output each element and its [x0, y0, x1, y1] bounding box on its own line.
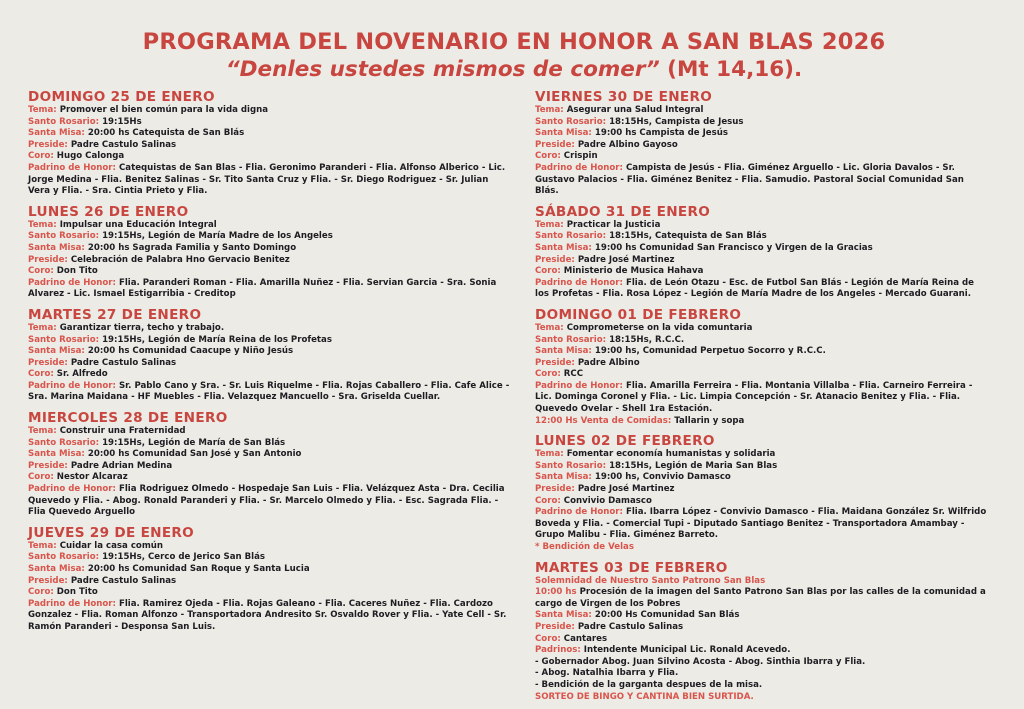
coro-value: Hugo Calonga: [56, 151, 125, 162]
padrino-value: Flia. Paranderi Roman - Flia. Amarilla Nuñez - Flia. Servian Garcia - Sra. Sonia Alvarez - Lic. Ismael Estigarribia - Creditop: [28, 277, 497, 300]
day-heading: LUNES 02 DE FEBRERO: [535, 433, 715, 450]
rosario-line: [28, 117, 513, 129]
tema-line: [535, 105, 990, 117]
tema-line: [535, 323, 990, 335]
rosario-value: 18:15Hs, Campista de Jesus: [609, 116, 744, 127]
page-subtitle: [28, 56, 1000, 83]
procesion-value: Procesión de la imagen del Santo Patrono San Blas por las calles de la comunidad a cargo de Virgen de los Pobres: [535, 587, 986, 609]
coro-value: RCC: [563, 369, 584, 380]
tema-line: [28, 105, 513, 117]
coro-label: Coro:: [28, 369, 57, 380]
preside-label: Preside:: [535, 484, 578, 495]
coro-label: Coro:: [28, 587, 57, 598]
coro-value: Nestor Alcaraz: [56, 472, 128, 483]
procesion-line: [535, 587, 990, 610]
coro-line: [28, 587, 513, 599]
coro-label: Coro:: [535, 369, 564, 380]
coro-line: [535, 151, 990, 163]
venta-label: 12:00 Hs Venta de Comidas:: [535, 415, 675, 426]
coro-value: Don Tito: [56, 587, 98, 598]
padrino-label: Padrino de Honor:: [28, 484, 119, 495]
coro-value: Ministerio de Musica Hahava: [563, 266, 704, 277]
padrino-value: Flia Rodriguez Olmedo - Hospedaje San Luis - Flia. Velázquez Asta - Dra. Cecilia Quevedo y Flia. - Abog. Ronald Paranderi y Flia. - Sr. Marcelo Olmedo y Flia. - Esc. Sagrada Flia. - Flia Quevedo Arguello: [28, 484, 505, 518]
misa-label: Santa Misa:: [535, 346, 595, 357]
coro-label: Coro:: [28, 266, 57, 277]
misa-label: Santa Misa:: [535, 242, 595, 253]
misa-value: 20:00 hs Comunidad Caacupe y Niño Jesús: [87, 346, 294, 357]
misa-line: [535, 472, 990, 484]
preside-line: [535, 255, 990, 267]
padrino-value: Flia. de León Otazu - Esc. de Futbol San Blás - Legión de María Reina de los Profetas - Flia. Rosa López - Legión de María Madre de los Angeles - Mercado Guarani.: [535, 277, 974, 300]
preside-value: Padre Castulo Salinas: [70, 575, 177, 586]
misa-label: Santa Misa:: [535, 472, 595, 483]
preside-value: Celebración de Palabra Hno Gervacio Benitez: [70, 254, 290, 265]
preside-label: Preside:: [28, 575, 71, 586]
preside-line: [28, 358, 513, 370]
padrino-value: Flia. Ibarra López - Convivio Damasco - Flia. Maidana González Sr. Wilfrido Boveda y Flia. - Comercial Tupi - Diputado Santiago Benitez - Transportadora Amambay - Grupo Malibu - Flia. Giménez Barreto.: [535, 507, 987, 541]
padrino-line: [28, 381, 513, 404]
preside-value: Padre José Martinez: [577, 254, 675, 265]
tema-value: Garantizar tierra, techo y trabajo.: [59, 322, 225, 333]
program-columns: [28, 89, 1000, 709]
tema-value: Promover el bien común para la vida digna: [59, 105, 269, 115]
preside-label: Preside:: [28, 254, 71, 265]
tema-line: [535, 220, 990, 232]
rosario-value: 18:15Hs, Legión de Maria San Blas: [609, 460, 778, 471]
misa-line: [28, 449, 513, 461]
rosario-value: 19:15Hs, Cerco de Jerico San Blás: [102, 552, 266, 563]
preside-label: Preside:: [535, 254, 578, 265]
tema-value: Asegurar una Salud Integral: [566, 105, 704, 115]
padrino-line: [535, 381, 990, 416]
tema-line: [535, 449, 990, 461]
misa-value: 20:00 Hs Comunidad San Blás: [594, 610, 740, 621]
tema-line: [28, 426, 513, 438]
padrino-label: Padrino de Honor:: [28, 162, 119, 173]
day-heading: MARTES 03 DE FEBRERO: [535, 559, 728, 576]
left-column: [28, 89, 513, 709]
venta-value: Tallarin y sopa: [674, 415, 745, 426]
rosario-line: [535, 335, 990, 347]
day-block-02-febrero: [535, 433, 990, 553]
coro-value: Don Tito: [56, 266, 98, 277]
misa-value: 19:00 hs, Comunidad Perpetuo Socorro y R.C.C.: [594, 346, 826, 357]
padrino-label: Padrino de Honor:: [28, 598, 119, 609]
coro-line: [28, 369, 513, 381]
tema-line: [28, 323, 513, 335]
subtitle-reference: (Mt 14,16).: [659, 57, 803, 82]
subtitle-quote: “Denles ustedes mismos de comer”: [225, 57, 660, 82]
right-column: [535, 89, 990, 709]
padrino-label: Padrino de Honor:: [28, 380, 119, 391]
tema-label: Tema:: [28, 105, 60, 115]
preside-value: Padre Albino Gayoso: [577, 139, 678, 150]
coro-line: [535, 369, 990, 381]
misa-value: 20:00 hs Comunidad San Roque y Santa Lucia: [87, 564, 310, 574]
coro-line: [28, 266, 513, 278]
rosario-label: Santo Rosario:: [535, 334, 610, 345]
tema-label: Tema:: [28, 322, 60, 333]
padrino-value: Catequistas de San Blas - Flia. Geronimo Paranderi - Flia. Alfonso Alberico - Lic. Jorge Medina - Flia. Benitez Salinas - Sr. Tito Santa Cruz y Flia. - Sr. Diego Rodriguez - Sr. Julian Vera y Flia. - Sra. Cintia Prieto y Flia.: [28, 162, 506, 197]
tema-label: Tema:: [28, 426, 60, 437]
misa-label: Santa Misa:: [28, 128, 88, 139]
padrino-label: Padrino de Honor:: [535, 380, 626, 391]
tema-label: Tema:: [535, 449, 567, 460]
rosario-label: Santo Rosario:: [28, 334, 103, 345]
tema-label: Tema:: [28, 219, 60, 230]
preside-value: Padre Albino: [577, 357, 640, 368]
day-block-01-febrero: [535, 307, 990, 427]
tema-line: [28, 541, 513, 553]
preside-value: Padre José Martinez: [577, 484, 675, 495]
tema-line: [28, 220, 513, 232]
misa-label: Santa Misa:: [28, 449, 88, 460]
misa-value: 19:00 hs Campista de Jesús: [594, 128, 728, 139]
page-title: PROGRAMA DEL NOVENARIO EN HONOR A SAN BLAS 2026: [142, 29, 886, 55]
misa-value: 20:00 hs Comunidad San José y San Antonio: [87, 449, 302, 460]
padrinos-line: [535, 645, 990, 657]
misa-line: [535, 610, 990, 622]
rosario-label: Santo Rosario:: [28, 231, 103, 242]
preside-line: [535, 358, 990, 370]
padrino-line: [28, 278, 513, 301]
rosario-line: [535, 461, 990, 473]
preside-line: [535, 622, 990, 634]
coro-line: [535, 634, 990, 646]
day-heading: LUNES 26 DE ENERO: [28, 203, 189, 220]
misa-line: [535, 128, 990, 140]
day-heading: MIERCOLES 28 DE ENERO: [28, 410, 228, 427]
preside-label: Preside:: [535, 139, 578, 150]
day-heading: DOMINGO 01 DE FEBRERO: [535, 306, 742, 323]
rosario-label: Santo Rosario:: [535, 460, 610, 471]
rosario-line: [28, 438, 513, 450]
preside-line: [28, 140, 513, 152]
day-block-29-enero: [28, 525, 513, 634]
tema-value: Fomentar economía humanistas y solidaria: [566, 449, 776, 460]
preside-value: Padre Castulo Salinas: [70, 139, 177, 150]
rosario-value: 18:15Hs, Catequista de San Blás: [609, 231, 767, 242]
rosario-value: 18:15Hs, R.C.C.: [609, 334, 685, 345]
coro-value: Crispin: [563, 151, 598, 162]
padrino-value: Campista de Jesús - Flia. Giménez Arguello - Lic. Gloria Davalos - Sr. Gustavo Palacios - Flia. Giménez Benitez - Flia. Samudio. Pastoral Social Comunidad San Blás.: [535, 162, 964, 197]
rosario-value: 19:15Hs, Legión de María Madre de los Angeles: [102, 231, 333, 242]
tema-value: Construir una Fraternidad: [59, 426, 186, 437]
solemnidad-line: Solemnidad de Nuestro Santo Patrono San Blas: [535, 575, 766, 586]
rosario-label: Santo Rosario:: [28, 437, 103, 448]
tema-value: Comprometerse on la vida comuntaria: [566, 322, 753, 333]
padrino-line: [535, 278, 990, 301]
misa-label: Santa Misa:: [28, 346, 88, 357]
preside-line: [28, 255, 513, 267]
padrino-line: [28, 484, 513, 519]
venta-line: [535, 416, 990, 428]
padrino-label: Padrino de Honor:: [28, 277, 119, 288]
day-block-27-enero: [28, 307, 513, 404]
rosario-label: Santo Rosario:: [535, 231, 610, 242]
padrinos-line-4: - Bendición de la garganta despues de la misa.: [535, 679, 763, 690]
misa-label: Santa Misa:: [535, 128, 595, 139]
coro-line: [535, 266, 990, 278]
rosario-line: [535, 231, 990, 243]
coro-label: Coro:: [28, 472, 57, 483]
misa-label: Santa Misa:: [28, 564, 88, 574]
preside-line: [28, 576, 513, 588]
coro-value: Cantares: [563, 633, 608, 644]
tema-label: Tema:: [28, 540, 60, 551]
misa-label: Santa Misa:: [535, 610, 595, 621]
padrinos-value: Intendente Municipal Lic. Ronald Acevedo.: [583, 645, 791, 656]
preside-value: Padre Castulo Salinas: [70, 357, 177, 368]
day-block-26-enero: [28, 204, 513, 301]
padrino-value: Sr. Pablo Cano y Sra. - Sr. Luis Riquelme - Flia. Rojas Caballero - Flia. Cafe Alice - Sra. Marina Maidana - HF Muebles - Flia. Velazquez Mancuello - Sra. Griselda Cuellar.: [28, 380, 510, 403]
coro-line: [28, 472, 513, 484]
rosario-line: [28, 231, 513, 243]
padrino-label: Padrino de Honor:: [535, 277, 626, 288]
rosario-value: 19:15Hs: [102, 116, 142, 127]
rosario-value: 19:15Hs, Legión de María de San Blás: [102, 437, 286, 448]
padrino-value: Flia. Amarilla Ferreira - Flia. Montania Villalba - Flia. Carneiro Ferreira - Lic. Dominga Coronel y Flia. - Lic. Limpia Concepción - Sr. Atanacio Benitez y Flia. - Flia. Quevedo Ovelar - Shell 1ra Estación.: [535, 380, 973, 415]
misa-line: [28, 346, 513, 358]
preside-label: Preside:: [535, 621, 578, 632]
day-heading: DOMINGO 25 DE ENERO: [28, 89, 215, 105]
day-heading: VIERNES 30 DE ENERO: [535, 89, 713, 105]
preside-line: [535, 140, 990, 152]
coro-label: Coro:: [535, 495, 564, 506]
tema-label: Tema:: [535, 322, 567, 333]
padrino-label: Padrino de Honor:: [535, 507, 626, 518]
sorteo-line: SORTEO DE BINGO Y CANTINA BIEN SURTIDA.: [535, 691, 754, 702]
misa-value: 19:00 hs, Convivio Damasco: [594, 472, 731, 483]
tema-label: Tema:: [535, 105, 567, 115]
coro-value: Sr. Alfredo: [56, 369, 108, 380]
padrino-line: [28, 163, 513, 198]
padrinos-label: Padrinos:: [535, 645, 584, 656]
coro-line: [28, 151, 513, 163]
tema-value: Impulsar una Educación Integral: [59, 219, 217, 230]
bendicion-note: * Bendición de Velas: [535, 542, 634, 552]
day-heading: JUEVES 29 DE ENERO: [28, 524, 195, 541]
misa-value: 20:00 hs Sagrada Familia y Santo Domingo: [87, 242, 297, 253]
day-block-28-enero: [28, 410, 513, 519]
padrino-label: Padrino de Honor:: [535, 162, 626, 173]
rosario-line: [535, 117, 990, 129]
preside-label: Preside:: [28, 139, 71, 150]
preside-label: Preside:: [28, 460, 71, 471]
padrino-line: [535, 507, 990, 542]
padrino-line: [535, 163, 990, 198]
rosario-label: Santo Rosario:: [28, 116, 103, 127]
padrinos-line-3: - Abog. Natalhia Ibarra y Flia.: [535, 668, 679, 679]
preside-line: [535, 484, 990, 496]
day-block-25-enero: [28, 89, 513, 198]
misa-line: [28, 243, 513, 255]
rosario-line: [28, 335, 513, 347]
day-block-03-febrero: [535, 560, 990, 704]
preside-value: Padre Castulo Salinas: [577, 621, 684, 632]
procesion-time: 10:00 hs: [535, 587, 580, 598]
day-block-30-enero: [535, 89, 990, 198]
misa-line: [535, 346, 990, 358]
misa-value: 19:00 hs Comunidad San Francisco y Virgen de la Gracias: [594, 242, 873, 253]
preside-label: Preside:: [535, 357, 578, 368]
rosario-line: [28, 552, 513, 564]
rosario-label: Santo Rosario:: [28, 552, 103, 563]
padrinos-line-2: - Gobernador Abog. Juan Silvino Acosta - Abog. Sinthia Ibarra y Flia.: [535, 656, 866, 667]
coro-label: Coro:: [28, 151, 57, 162]
coro-label: Coro:: [535, 151, 564, 162]
preside-value: Padre Adrian Medina: [70, 460, 173, 471]
padrino-line: [28, 599, 513, 634]
preside-line: [28, 461, 513, 473]
coro-line: [535, 496, 990, 508]
misa-line: [535, 243, 990, 255]
tema-label: Tema:: [535, 219, 567, 230]
day-heading: MARTES 27 DE ENERO: [28, 306, 202, 323]
rosario-value: 19:15Hs, Legión de María Reina de los Profetas: [102, 334, 332, 345]
coro-label: Coro:: [535, 266, 564, 277]
tema-value: Cuidar la casa común: [59, 540, 164, 551]
rosario-label: Santo Rosario:: [535, 116, 610, 127]
coro-label: Coro:: [535, 633, 564, 644]
preside-label: Preside:: [28, 357, 71, 368]
coro-value: Convivio Damasco: [563, 495, 652, 506]
misa-label: Santa Misa:: [28, 242, 88, 253]
misa-line: [28, 564, 513, 576]
tema-value: Practicar la Justicia: [566, 219, 661, 230]
day-heading: SÁBADO 31 DE ENERO: [535, 203, 711, 220]
misa-line: [28, 128, 513, 140]
misa-value: 20:00 hs Catequista de San Blás: [87, 128, 245, 139]
day-block-31-enero: [535, 204, 990, 301]
padrino-value: Flia. Ramirez Ojeda - Flia. Rojas Galeano - Flia. Caceres Nuñez - Flia. Cardozo Gonzalez - Flia. Roman Alfonzo - Transportadora Andresito Sr. Osvaldo Rover y Flia. - Yate Cell - Sr. Ramón Paranderi - Desponsa San Luis.: [28, 598, 507, 632]
